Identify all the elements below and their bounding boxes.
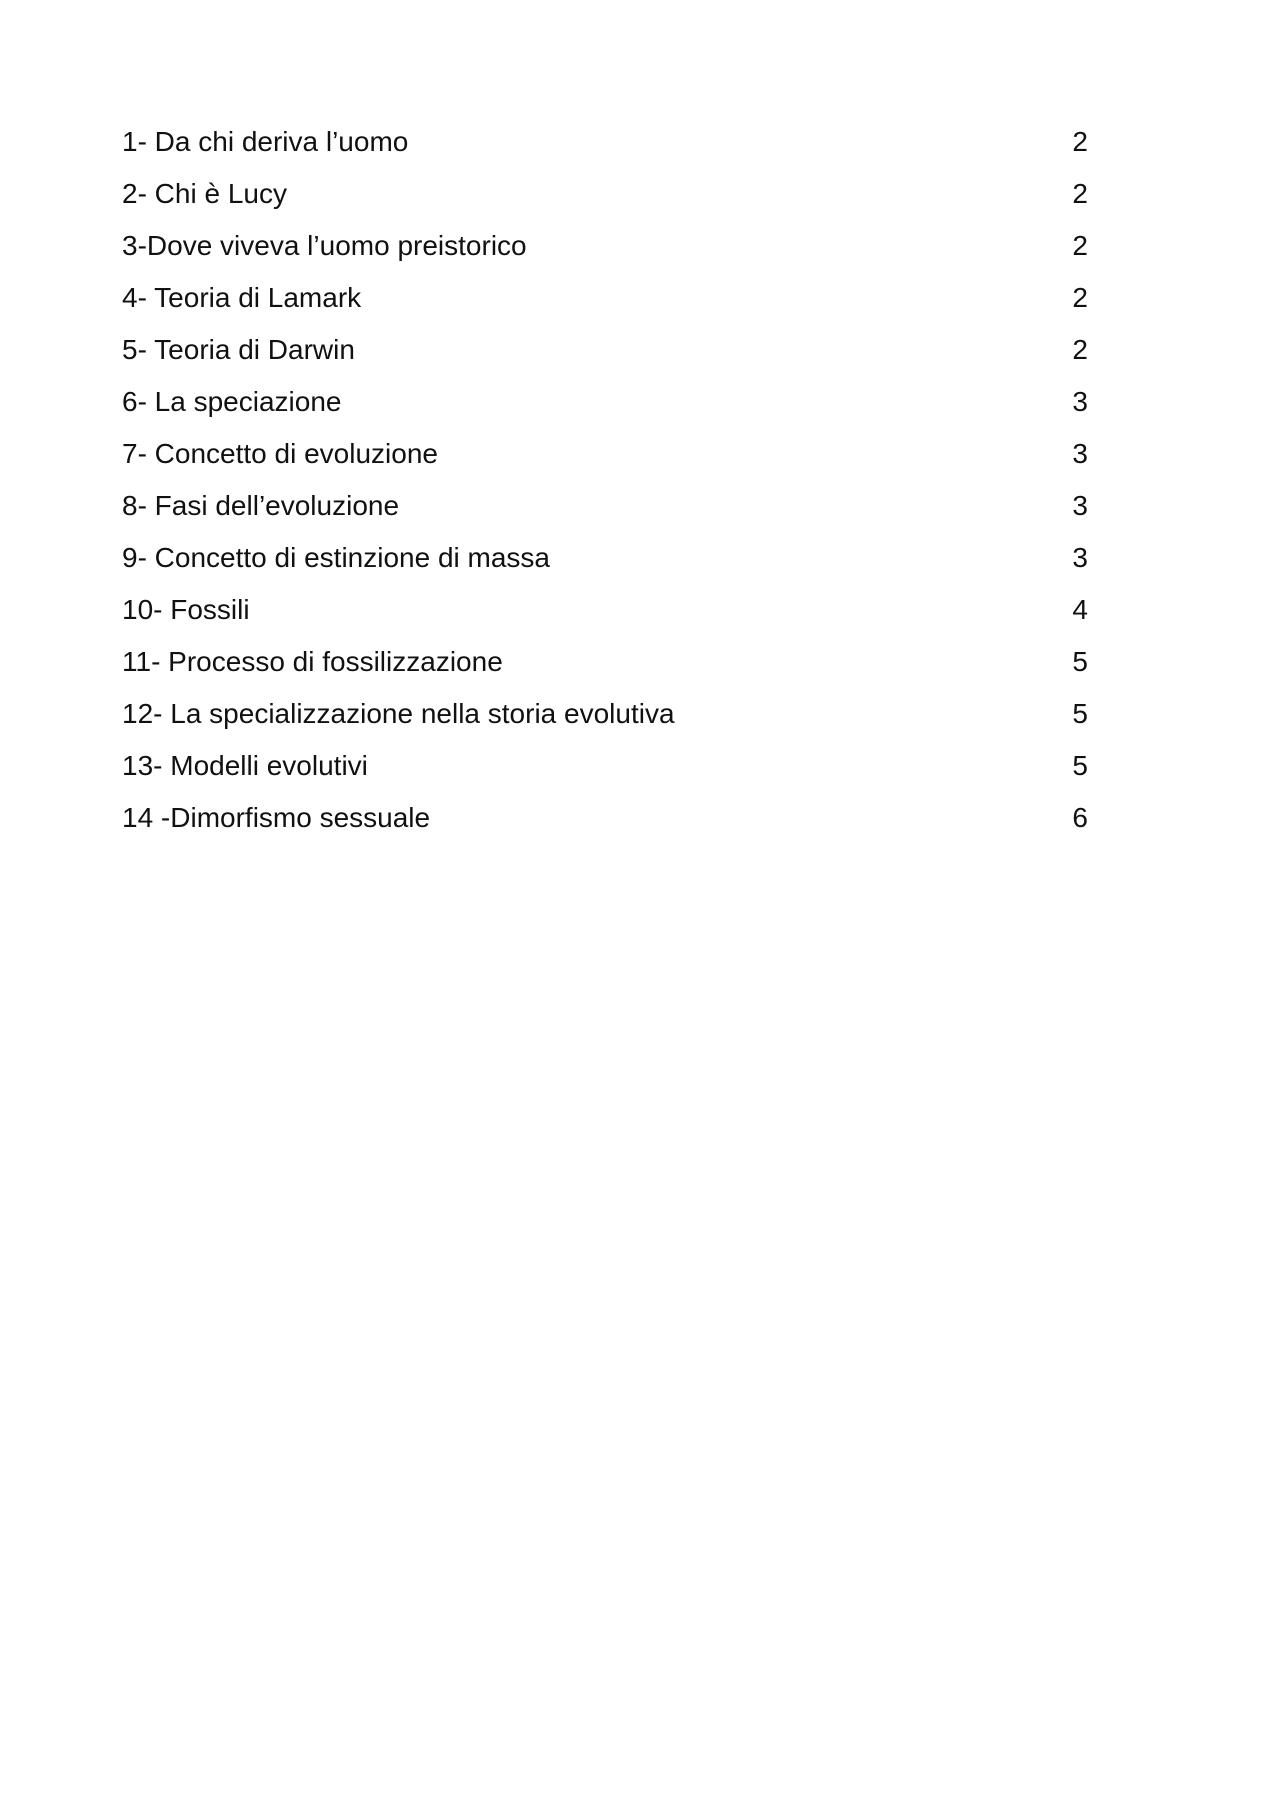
toc-entry <box>122 168 1088 220</box>
toc-entry-title: 2- Chi è Lucy <box>122 178 287 209</box>
toc-entry-page: 2 <box>1072 230 1088 261</box>
toc-entry-page: 2 <box>1072 126 1088 157</box>
toc-entry <box>122 272 1088 324</box>
toc-entry-page: 3 <box>1072 438 1088 469</box>
toc-entry <box>122 116 1088 168</box>
toc-entry-title: 13- Modelli evolutivi <box>122 750 368 781</box>
toc-entry-title: 9- Concetto di estinzione di massa <box>122 542 550 573</box>
toc-entry-page: 2 <box>1072 178 1088 209</box>
toc-entry-page: 5 <box>1072 750 1088 781</box>
toc-entry-title: 14 -Dimorfismo sessuale <box>122 802 431 833</box>
toc-entry-title: 8- Fasi dell’evoluzione <box>122 490 400 521</box>
toc-entry-title: 12- La specializzazione nella storia evolutiva <box>122 698 675 729</box>
toc-entry-title: 7- Concetto di evoluzione <box>122 438 438 469</box>
toc-entry <box>122 480 1088 532</box>
toc-entry <box>122 584 1088 636</box>
toc-entry <box>122 740 1088 792</box>
toc-entry <box>122 324 1088 376</box>
toc-entry <box>122 532 1088 584</box>
toc-entry-page: 5 <box>1072 646 1088 677</box>
toc-entry-title: 11- Processo di fossilizzazione <box>122 646 503 677</box>
toc-entry-title: 10- Fossili <box>122 594 250 625</box>
toc-entry-title: 6- La speciazione <box>122 386 342 417</box>
toc-entry-page: 3 <box>1072 542 1088 573</box>
toc-entry-page: 3 <box>1072 386 1088 417</box>
toc-entry <box>122 220 1088 272</box>
toc-entry-page: 3 <box>1072 490 1088 521</box>
toc-entry <box>122 636 1088 688</box>
toc-entry-title: 1- Da chi deriva l’uomo <box>122 126 409 157</box>
toc-entry <box>122 376 1088 428</box>
toc-entry <box>122 792 1088 844</box>
table-of-contents <box>122 116 1088 844</box>
toc-entry-title: 5- Teoria di Darwin <box>122 334 355 365</box>
toc-entry-title: 4- Teoria di Lamark <box>122 282 362 313</box>
toc-entry-page: 6 <box>1072 802 1088 833</box>
toc-entry-page: 4 <box>1072 594 1088 625</box>
toc-entry-page: 5 <box>1072 698 1088 729</box>
toc-entry <box>122 428 1088 480</box>
toc-entry <box>122 688 1088 740</box>
toc-entry-title: 3-Dove viveva l’uomo preistorico <box>122 230 527 261</box>
toc-entry-page: 2 <box>1072 334 1088 365</box>
toc-entry-page: 2 <box>1072 282 1088 313</box>
